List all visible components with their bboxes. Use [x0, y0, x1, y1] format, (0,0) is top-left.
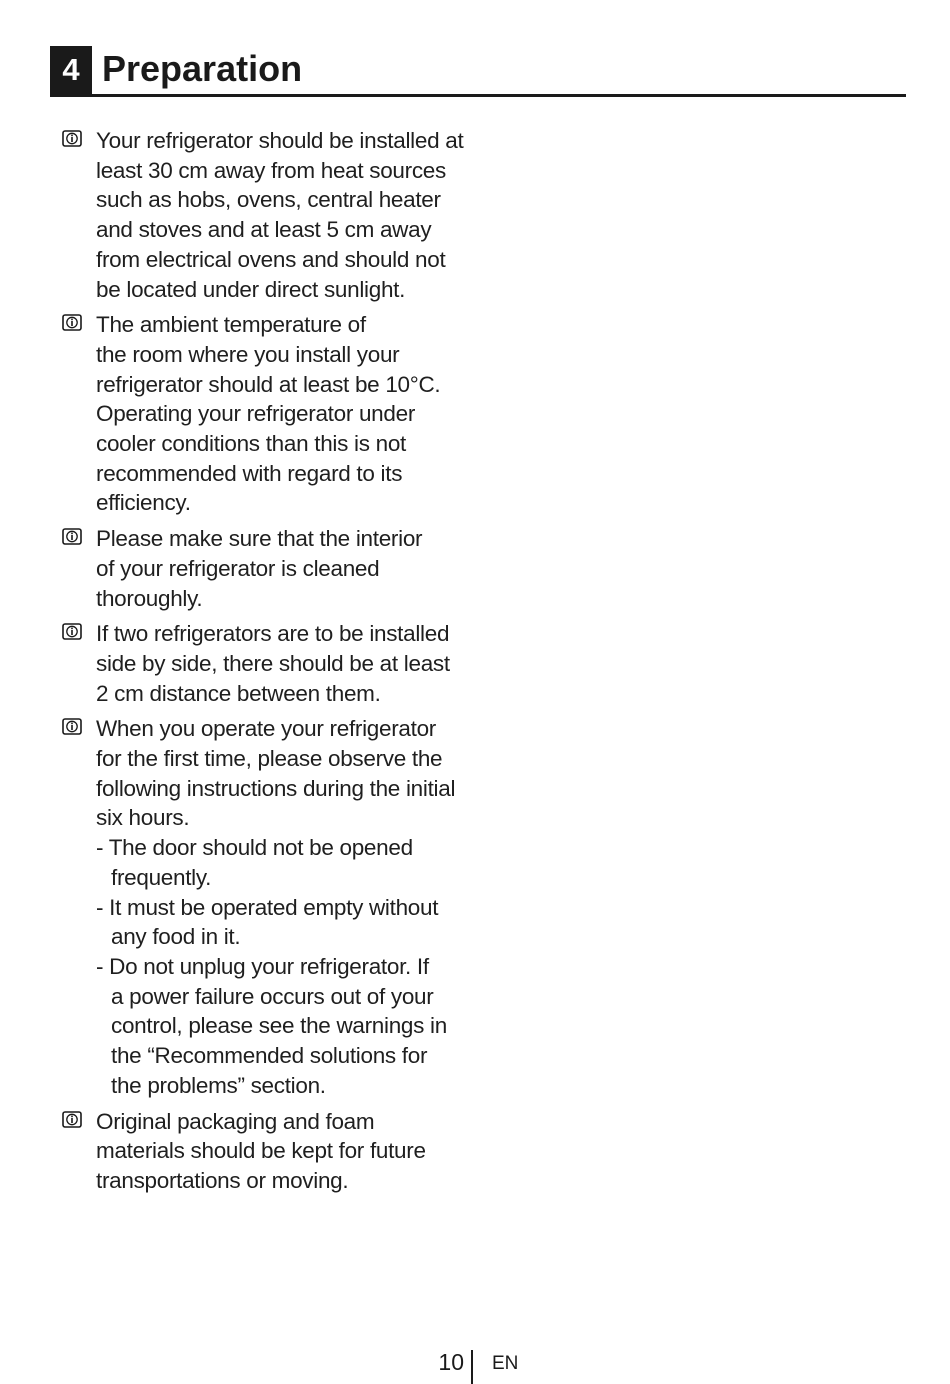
note-line: be located under direct sunlight.	[96, 276, 406, 302]
note-line: thoroughly.	[96, 585, 203, 611]
sub-item-line: the “Recommended solutions for	[111, 1043, 428, 1069]
note-item	[62, 126, 482, 304]
sub-item-line: a power failure occurs out of your	[111, 983, 434, 1009]
note-line: six hours.	[96, 805, 190, 831]
sub-item-line: the problems” section.	[111, 1072, 326, 1098]
note-item	[62, 1107, 482, 1196]
note-line: 2 cm distance between them.	[96, 680, 381, 706]
page-footer	[0, 1340, 950, 1384]
note-line: refrigerator should at least be 10°C.	[96, 371, 441, 397]
note-line: such as hobs, ovens, central heater	[96, 187, 441, 213]
note-line: If two refrigerators are to be installed	[96, 621, 450, 647]
info-icon	[62, 528, 82, 545]
note-line: the room where you install your	[96, 341, 400, 367]
note-line: recommended with regard to its	[96, 460, 403, 486]
info-icon	[62, 130, 82, 147]
note-item	[62, 524, 482, 613]
note-line: materials should be kept for future	[96, 1138, 426, 1164]
note-item	[62, 310, 482, 518]
info-icon	[62, 623, 82, 640]
note-line: When you operate your refrigerator	[96, 716, 436, 742]
language-code: EN	[492, 1353, 519, 1374]
info-icon	[62, 718, 82, 735]
note-item	[62, 619, 482, 708]
note-line: side by side, there should be at least	[96, 650, 450, 676]
note-line: Your refrigerator should be installed at	[96, 128, 464, 153]
note-line: efficiency.	[96, 490, 191, 516]
note-text	[96, 1107, 482, 1196]
chapter-number-badge: 4	[50, 46, 92, 94]
note-text	[96, 310, 482, 518]
sub-item-line: any food in it.	[111, 924, 241, 950]
note-line: and stoves and at least 5 cm away	[96, 217, 432, 243]
note-text	[96, 619, 482, 708]
note-line: cooler conditions than this is not	[96, 431, 406, 457]
note-line: transportations or moving.	[96, 1167, 349, 1193]
sub-item-line: - Do not unplug your refrigerator. If	[96, 953, 429, 979]
footer-divider	[471, 1350, 473, 1384]
chapter-title: Preparation	[102, 48, 303, 89]
notes-list	[62, 126, 482, 1202]
note-line: following instructions during the initial	[96, 775, 456, 801]
note-line: of your refrigerator is cleaned	[96, 555, 380, 581]
note-text	[96, 126, 482, 304]
page-number: 10	[438, 1349, 464, 1375]
info-icon	[62, 1111, 82, 1128]
note-line: from electrical ovens and should not	[96, 246, 446, 272]
sub-item-line: control, please see the warnings in	[111, 1013, 447, 1039]
note-text	[96, 714, 482, 1100]
note-line: Original packaging and foam	[96, 1108, 375, 1134]
sub-item-line: frequently.	[111, 864, 212, 890]
note-line: Please make sure that the interior	[96, 526, 423, 552]
note-line: Operating your refrigerator under	[96, 401, 416, 427]
chapter-header	[50, 46, 906, 97]
sub-item-line: - The door should not be opened	[96, 835, 413, 861]
note-line: for the first time, please observe the	[96, 746, 443, 772]
info-icon	[62, 314, 82, 331]
sub-item-line: - It must be operated empty without	[96, 894, 439, 920]
note-item	[62, 714, 482, 1100]
note-line: least 30 cm away from heat sources	[96, 157, 446, 183]
note-line: The ambient temperature of	[96, 312, 366, 338]
note-text	[96, 524, 482, 613]
